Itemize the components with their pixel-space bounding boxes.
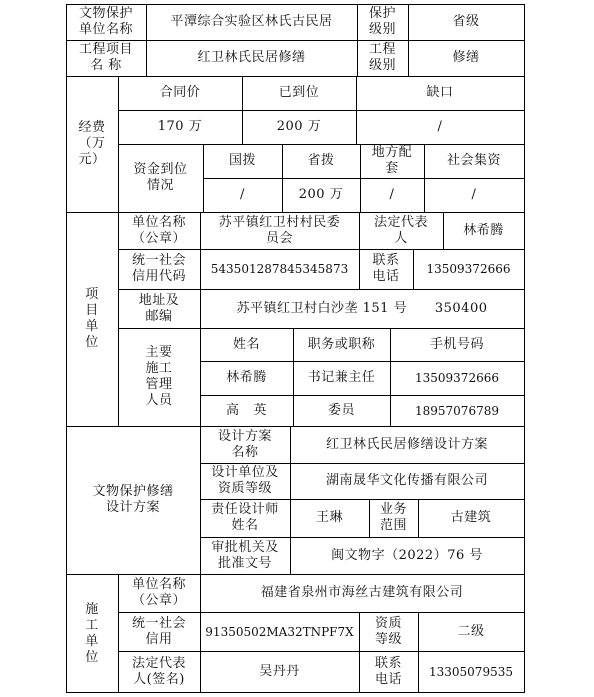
received-value: 200 万 — [276, 119, 322, 134]
project-name-label: 工程项目 名 称 — [78, 42, 133, 73]
project-credit-code-value: 543501287845345873 — [210, 262, 349, 276]
manager-mobile: 13509372666 — [415, 371, 499, 385]
construction-credit-code-label: 统一社会 信用 — [131, 615, 186, 647]
contract-price-value: 170 万 — [157, 119, 203, 134]
design-section-label: 文物保护修缮 设计方案 — [92, 484, 174, 515]
project-level-label: 工程 级别 — [368, 42, 396, 73]
local-matching-value: / — [389, 187, 395, 202]
project-legal-rep-value: 林希腾 — [463, 222, 504, 238]
construction-unit-section-label: 施 工 单 位 — [85, 601, 99, 665]
fund-arrival-label: 资金到位 情况 — [133, 162, 188, 193]
project-address-label: 地址及 邮编 — [138, 292, 180, 324]
unit-name-label: 文物保护 单位名称 — [78, 6, 133, 37]
approval-label: 审批机关及 批准文号 — [211, 539, 279, 571]
designer-label: 责任设计师 姓名 — [211, 502, 279, 533]
business-scope-label: 业务 范围 — [379, 502, 407, 533]
managers-col-mobile: 手机号码 — [429, 336, 484, 352]
shortfall-label: 缺口 — [426, 85, 454, 100]
construction-credit-code-value: 91350502MA32TNPF7X — [205, 624, 354, 639]
manager-mobile: 18957076789 — [415, 403, 499, 418]
protection-level-label: 保护 级别 — [368, 6, 396, 37]
construction-phone-value: 13305079535 — [429, 664, 513, 679]
project-unit-name-value: 苏平镇红卫村村民委 员会 — [218, 214, 341, 246]
received-label: 已到位 — [278, 85, 320, 100]
qualification-label: 资质 等级 — [374, 615, 402, 647]
manager-name: 林希腾 — [226, 370, 267, 385]
local-matching-label: 地方配 套 — [371, 145, 413, 176]
construction-phone-label: 联系 电话 — [374, 655, 402, 687]
design-unit-value: 湖南晟华文化传播有限公司 — [325, 473, 488, 488]
project-unit-name-label: 单位名称 （公章） — [131, 214, 186, 246]
manager-title: 书记兼主任 — [307, 370, 376, 385]
managers-col-name: 姓名 — [232, 336, 260, 352]
managers-col-title: 职务或职称 — [307, 336, 376, 352]
construction-unit-name-value: 福建省泉州市海丝古建筑有限公司 — [260, 585, 464, 600]
design-plan-name-value: 红卫林氏民居修缮设计方案 — [325, 436, 488, 452]
protection-level-value: 省级 — [452, 14, 480, 29]
approval-value: 闽文物字（2022）76 号 — [331, 547, 483, 563]
national-grant-label: 国拨 — [228, 153, 256, 168]
designer-value: 王琳 — [315, 510, 343, 525]
manager-title: 委员 — [327, 402, 355, 418]
managers-label: 主要 施工 管理 人员 — [145, 345, 173, 408]
provincial-grant-label: 省拨 — [307, 153, 335, 168]
manager-name: 高 英 — [226, 402, 267, 418]
social-funding-label: 社会集资 — [446, 153, 501, 168]
project-address-value: 苏平镇红卫村白沙垄 151 号 350400 — [236, 300, 488, 316]
project-legal-rep-label: 法定代表 人 — [373, 214, 428, 246]
qualification-value: 二级 — [457, 623, 485, 639]
project-phone-value: 13509372666 — [426, 262, 511, 276]
provincial-grant-value: 200 万 — [298, 187, 344, 202]
construction-legal-rep-label: 法定代表 人(签名) — [131, 655, 186, 687]
design-unit-label: 设计单位及 资质等级 — [211, 465, 279, 496]
construction-legal-rep-value: 吴丹丹 — [259, 663, 300, 679]
unit-name-value: 平潭综合实验区林氏古民居 — [170, 14, 333, 29]
national-grant-value: / — [240, 187, 245, 202]
project-phone-label: 联系 电话 — [372, 253, 400, 284]
project-level-value: 修缮 — [452, 50, 480, 65]
project-unit-section-label: 项 目 单 位 — [85, 287, 99, 350]
contract-price-label: 合同价 — [159, 85, 201, 100]
shortfall-value: / — [437, 119, 443, 134]
business-scope-value: 古建筑 — [450, 510, 492, 525]
social-funding-value: / — [471, 187, 477, 202]
project-name-value: 红卫林氏民居修缮 — [197, 50, 306, 65]
construction-unit-name-label: 单位名称 （公章） — [131, 577, 186, 608]
design-plan-name-label: 设计方案 名称 — [217, 428, 272, 460]
funding-section-label: 经费 （万 元） — [78, 120, 106, 167]
project-credit-code-label: 统一社会 信用代码 — [131, 253, 186, 284]
